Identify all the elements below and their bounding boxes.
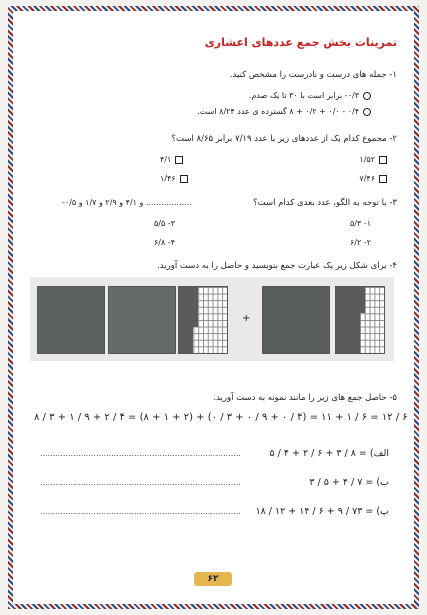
whole-block: [37, 286, 105, 354]
question-1: ۱- جمله های درست و نادرست را مشخص کنید.: [229, 70, 397, 80]
q2-option[interactable]: ۷/۴۶: [359, 174, 387, 183]
section-title: تمرینات بخش جمع عددهای اعشاری: [204, 36, 397, 49]
exercise-row: ۱۸ / ۱۲ + ۱۴ / ۶ + ۹ / ۷۳ = (پ: [255, 506, 389, 517]
question-5: ۵- حاصل جمع های زیر را مانند نمونه به دست آورید.: [213, 393, 397, 403]
tenths-grid: [178, 286, 228, 354]
q1-statement-a[interactable]: ۰/۳- برابر است با ۳۰ تا یک صدم.: [249, 91, 371, 100]
radio-icon[interactable]: [363, 108, 371, 116]
q3-option[interactable]: ۱- ۵/۳: [349, 219, 371, 228]
checkbox-icon[interactable]: [379, 156, 387, 164]
q2-option[interactable]: ۱/۴۶: [160, 174, 188, 183]
q1-statement-b[interactable]: ۰/۴ - ۰/۰ + ۰/۲ + ۸ گسترده ی عدد ۸/۲۴ است.: [197, 107, 371, 116]
q3-option[interactable]: ۲- ۶/۲: [349, 238, 371, 247]
checkbox-icon[interactable]: [180, 175, 188, 183]
question-4: ۴- برای شکل زیر یک عبارت جمع بنویسید و حاصل را به دست آورید.: [157, 261, 397, 271]
whole-block: [262, 286, 330, 354]
checkbox-icon[interactable]: [379, 175, 387, 183]
answer-line[interactable]: ...............................................................................: [40, 478, 241, 487]
q3-option[interactable]: ۳- ۵/۵: [154, 219, 176, 228]
exercise-row: ۵ / ۴ + ۲ / ۶ + ۳ / ۸ = (الف: [269, 448, 389, 459]
answer-line[interactable]: ...............................................................................: [40, 507, 241, 516]
question-3: ۳- با توجه به الگو، عدد بعدی کدام است؟: [253, 198, 397, 208]
tenths-grid: [335, 286, 385, 354]
q3-sequence: .................. و ۴/۱ و ۲/۹ و ۱/۷ و ۰/۵-: [62, 198, 192, 207]
q2-option[interactable]: ۱/۵۲: [359, 155, 387, 164]
answer-line[interactable]: ...............................................................................: [40, 449, 241, 458]
plus-sign: +: [242, 313, 251, 324]
q2-option[interactable]: ۴/۱: [160, 155, 183, 164]
decimal-blocks-figure: [30, 277, 394, 361]
checkbox-icon[interactable]: [175, 156, 183, 164]
radio-icon[interactable]: [363, 92, 371, 100]
worked-example: ۸ / ۳ + ۱ / ۹ + ۲ / ۴ = (۸ + ۱ + ۲) + (۰ / ۳ + ۰ / ۹ + ۰ / ۴) = ۱۱ + ۱ / ۶ = ۱۲ / ۶: [34, 412, 408, 423]
question-2: ۲- مجموع کدام یک از عددهای زیر با عدد ۷/۱۹ برابر ۸/۶۵ است؟: [171, 134, 397, 144]
q3-option[interactable]: ۴- ۶/۸: [154, 238, 176, 247]
whole-block: [108, 286, 176, 354]
exercise-row: ۳ / ۵ + ۴ / ۷ = (ب: [309, 477, 389, 488]
page-number: ۶۲: [194, 572, 232, 586]
